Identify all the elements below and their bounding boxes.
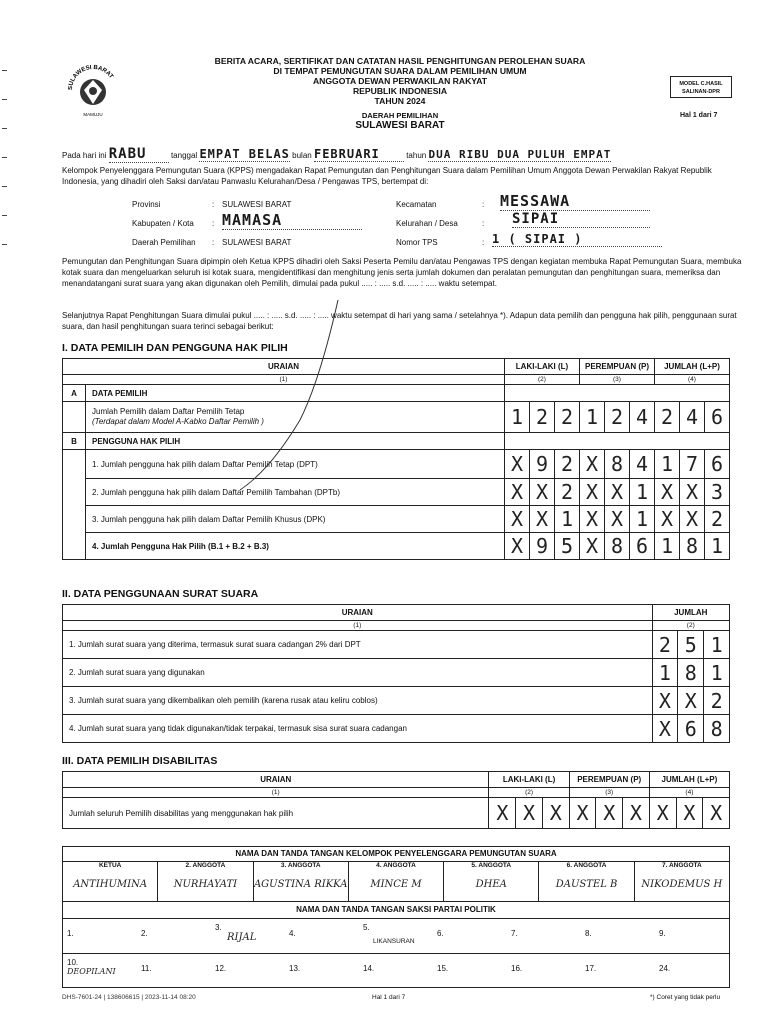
digit-cell: X [678,687,704,715]
logo-text-top: SULAWESI BARAT [67,64,114,91]
tanggal-label: tanggal [170,151,198,160]
saksi-slot: 9. [659,929,666,938]
s3-col-uraian: URAIAN [63,772,489,788]
digit-cell: 2 [555,479,580,506]
digit-cell: 1 [652,659,678,687]
saksi-slot: 16. [511,964,523,973]
tahun-value: DUA RIBU DUA PULUH EMPAT [428,148,612,161]
s2-colnum: (1) [63,621,653,631]
kpps-signature-name: ANTIHUMINA [73,879,148,890]
section3-table [62,771,730,829]
digit-cell: 2 [655,402,680,433]
kabupaten-value: MAMASA [222,211,362,230]
digit-cell: 6 [705,450,730,479]
s1-colnum: (1) [63,375,505,385]
table-row [63,715,730,743]
table-row [63,631,730,659]
kpps-title: NAMA DAN TANDA TANGAN KELOMPOK PENYELENGGARA PEMUNGUTAN SUARA [63,847,729,862]
footer-note: *) Coret yang tidak perlu [650,994,721,1001]
tps-label: Nomor TPS [396,238,438,247]
title-line: DI TEMPAT PEMUNGUTAN SUARA DALAM PEMILIHAN UMUM [273,66,527,76]
b-row-label: 1. Jumlah pengguna hak pilih dalam Daftar Pemilih Tetap (DPT) [86,450,505,479]
digit-cell: 8 [605,450,630,479]
digit-cell: 8 [605,533,630,560]
digit-cell: 9 [530,450,555,479]
digit-cell: 2 [705,506,730,533]
saksi-signature-block [62,902,730,988]
kpps-role: 2. ANGGOTA [185,862,226,869]
digit-cell: X [580,479,605,506]
daerah-label: DAERAH PEMILIHAN [361,111,439,120]
saksi-number: 3. [215,923,222,932]
digit-cell: X [530,479,555,506]
kpps-signature-name: DHEA [475,879,507,890]
saksi-title: NAMA DAN TANDA TANGAN SAKSI PARTAI POLITIK [63,902,729,919]
digit-cell: X [703,798,730,829]
s1-colnum: (4) [655,375,730,385]
digit-cell: 1 [704,659,730,687]
digit-cell: 5 [555,533,580,560]
body-paragraph-1: Pemungutan dan Penghitungan Suara dipimpin oleh Ketua KPPS dihadiri oleh Saksi Peserta Pemilu dan/atau Pengawas TPS dengan kegiatan membuka Rapat Pemungutan Suara, membuka kotak suara dan mengeluarkan seluruh isi kotak suara, mengidentifikasi dan menghitung jenis serta jumlah dokumen dan peralatan pemungutan dan penghitungan suara, memeriksa dan menandatangani surat suara yang akan digunakan oleh Pemilih, dimulai pada pukul ..... : ..... s.d. ..... : ..... waktu setempat. [62,257,742,288]
section-b-title: PENGGUNA HAK PILIH [86,433,505,450]
kpps-signature-name: MINCE M [370,879,422,890]
saksi-signature-name: DEOPILANI [67,967,116,976]
kpps-member [539,862,634,902]
digit-cell: 2 [555,402,580,433]
digit-cell: X [569,798,596,829]
digit-cell: X [649,798,676,829]
s3-colnum: (1) [63,788,489,798]
digit-cell: 2 [605,402,630,433]
digit-cell: X [580,450,605,479]
digit-cell: 8 [678,659,704,687]
digit-cell: 4 [630,402,655,433]
digit-cell: 2 [530,402,555,433]
digit-cell: 9 [530,533,555,560]
s3-colnum: (2) [489,788,569,798]
saksi-slot: 12. [215,964,227,973]
s1-col-jumlah: JUMLAH (L+P) [655,359,730,375]
saksi-slot [211,919,285,953]
kecamatan-label: Kecamatan [396,200,437,209]
kpps-member [349,862,444,902]
title-line: BERITA ACARA, SERTIFIKAT DAN CATATAN HASIL PENGHITUNGAN PEROLEHAN SUARA [214,56,586,66]
digit-cell: 1 [555,506,580,533]
dapil-value: SULAWESI BARAT [222,238,292,247]
digit-cell: X [580,506,605,533]
digit-cell: 1 [705,533,730,560]
section-a-letter: A [63,385,86,402]
digit-cell: X [516,798,543,829]
digit-cell: 1 [630,479,655,506]
saksi-slot [63,954,137,988]
kpps-role: KETUA [98,862,122,869]
logo-text-bottom: MAMUJU [83,112,103,117]
kelurahan-label: Kelurahan / Desa [396,219,458,228]
s1-colnum: (3) [580,375,655,385]
model-box-line2: SALINAN-DPR [682,89,720,95]
saksi-slot: 14. [363,964,375,973]
s2-colnum: (2) [652,621,729,631]
digit-cell: X [530,506,555,533]
saksi-slot: 1. [67,929,74,938]
digit-cell: 3 [705,479,730,506]
digit-cell: 1 [580,402,605,433]
digit-cell: X [596,798,623,829]
table-row [63,798,730,829]
digit-cell: X [505,479,530,506]
digit-cell: 2 [652,631,678,659]
footer-page: Hal 1 dari 7 [372,994,406,1001]
digit-cell: 4 [680,402,705,433]
s3-col-laki: LAKI-LAKI (L) [489,772,569,788]
saksi-slot: 4. [289,929,296,938]
section2-table [62,604,730,743]
bulan-value: FEBRUARI [314,147,404,162]
digit-cell: 7 [680,450,705,479]
title-line: TAHUN 2024 [374,96,426,106]
saksi-slot: 13. [289,964,301,973]
digit-cell: X [505,533,530,560]
a-row-note: (Terdapat dalam Model A-Kabko Daftar Pemilih ) [92,417,264,426]
b-row-label: 2. Jumlah pengguna hak pilih dalam Daftar Pemilih Tambahan (DPTb) [86,479,505,506]
kpps-role: 4. ANGGOTA [376,862,416,869]
digit-cell: 4 [630,450,655,479]
s3-row-label: Jumlah seluruh Pemilih disabilitas yang menggunakan hak pilih [63,798,489,829]
intro-paragraph: Kelompok Penyelenggara Pemungutan Suara (KPPS) mengadakan Rapat Pemungutan dan Penghitungan Suara dalam Pemilihan Umum Anggota Dewan Perwakilan Rakyat Republik Indonesia, yang dihadiri oleh Saksi dan/atau Panwaslu Kelurahan/Desa / Pengawas TPS, bertempat di: [62,166,712,186]
digit-cell: 1 [655,450,680,479]
digit-cell: 1 [655,533,680,560]
s2-col-jumlah: JUMLAH [652,605,729,621]
digit-cell: X [489,798,516,829]
digit-cell: X [623,798,650,829]
saksi-slot: 17. [585,964,597,973]
kpps-signature-block [62,846,730,902]
kabupaten-label: Kabupaten / Kota [132,219,194,228]
s1-col-uraian: URAIAN [63,359,505,375]
provinsi-value: SULAWESI BARAT [222,200,292,209]
provinsi-label: Provinsi [132,200,161,209]
s2-col-uraian: URAIAN [63,605,653,621]
daerah-value: SULAWESI BARAT [355,120,445,131]
tahun-label: tahun [406,151,427,160]
kpps-member [158,862,253,902]
kpps-member [635,862,729,902]
section1-title: I. DATA PEMILIH DAN PENGGUNA HAK PILIH [62,342,288,354]
saksi-slot: 7. [511,929,518,938]
b-row-label: 4. Jumlah Pengguna Hak Pilih (B.1 + B.2 + B.3) [86,533,505,560]
title-line: ANGGOTA DEWAN PERWAKILAN RAKYAT [312,76,488,86]
section2-title: II. DATA PENGGUNAAN SURAT SUARA [62,588,259,600]
s3-col-perempuan: PEREMPUAN (P) [569,772,649,788]
digit-cell: 6 [705,402,730,433]
dapil-label: Daerah Pemilihan [132,238,196,247]
saksi-number: 5. [363,923,370,932]
page-number-top: Hal 1 dari 7 [680,112,718,119]
saksi-slot: 2. [141,929,148,938]
digit-cell: X [676,798,703,829]
bulan-label: bulan [292,151,312,160]
s2-row-label: 1. Jumlah surat suara yang diterima, termasuk surat suara cadangan 2% dari DPT [63,631,653,659]
saksi-slot: 15. [437,964,449,973]
kpps-role: 3. ANGGOTA [280,862,321,869]
section-a-title: DATA PEMILIH [86,385,505,402]
saksi-slot: 6. [437,929,444,938]
kpps-signature-name: AGUSTINA RIKKA [253,879,348,890]
s3-colnum: (4) [649,788,729,798]
table-row [63,687,730,715]
kpps-member [254,862,349,902]
model-box-line1: MODEL C.HASIL [679,81,723,87]
digit-cell: X [652,687,678,715]
digit-cell: 6 [630,533,655,560]
tanggal-value: EMPAT BELAS [199,147,290,161]
digit-cell: X [655,479,680,506]
digit-cell: 2 [555,450,580,479]
digit-cell: X [655,506,680,533]
kpps-member [63,862,158,902]
kpps-role: 7. ANGGOTA [661,862,702,869]
saksi-slot: 24. [659,964,671,973]
body-paragraph-2: Selanjutnya Rapat Penghitungan Suara dimulai pukul ..... : ..... s.d. ..... : ..... waktu setempat di hari yang sama / setelahnya *). Adapun data pemilih dan pengguna hak pilih, penggunaan surat suara, dan hasil penghitungan suara terinci sebagai berikut: [62,311,737,331]
saksi-signature-name: LIKANSURAN [373,938,415,945]
a-row-label: Jumlah Pemilih dalam Daftar Pemilih Tetap [92,407,245,416]
digit-cell: X [505,506,530,533]
tps-value: 1 ( SIPAI ) [492,232,662,247]
digit-cell: X [605,506,630,533]
kpps-role: 6. ANGGOTA [566,862,607,869]
kpps-signature-name: NURHAYATI [173,879,238,890]
s1-col-perempuan: PEREMPUAN (P) [580,359,655,375]
digit-cell: X [652,715,678,743]
digit-cell: X [605,479,630,506]
section3-title: III. DATA PEMILIH DISABILITAS [62,755,218,767]
table-row [63,659,730,687]
digit-cell: 5 [678,631,704,659]
s2-row-label: 3. Jumlah surat suara yang dikembalikan oleh pemilih (karena rusak atau keliru coblos) [63,687,653,715]
saksi-slot: 11. [141,964,152,973]
s2-row-label: 2. Jumlah surat suara yang digunakan [63,659,653,687]
s1-col-laki: LAKI-LAKI (L) [505,359,580,375]
digit-cell: 6 [678,715,704,743]
hari-value: RABU [109,146,169,163]
saksi-slot [359,919,433,953]
section-b-letter: B [63,433,86,450]
digit-cell: X [542,798,569,829]
digit-cell: 8 [704,715,730,743]
footer-code: DHS-7601-24 | 138606615 | 2023-11-14 08:20 [62,994,196,1001]
saksi-number: 10. [67,958,79,967]
digit-cell: X [580,533,605,560]
s3-col-jumlah: JUMLAH (L+P) [649,772,729,788]
digit-cell: 1 [704,631,730,659]
digit-cell: X [680,479,705,506]
digit-cell: 2 [704,687,730,715]
digit-cell: X [680,506,705,533]
pada-hari-label: Pada hari ini [62,151,107,160]
s2-row-label: 4. Jumlah surat suara yang tidak digunakan/tidak terpakai, termasuk sisa surat suara cadangan [63,715,653,743]
kelurahan-value: SIPAI [512,211,650,228]
kpps-role: 5. ANGGOTA [471,862,512,869]
s3-colnum: (3) [569,788,649,798]
digit-cell: 1 [630,506,655,533]
s1-colnum: (2) [505,375,580,385]
saksi-slot: 8. [585,929,592,938]
kpps-signature-name: NIKODEMUS H [641,879,723,890]
title-line: REPUBLIK INDONESIA [352,86,448,96]
kpps-signature-name: DAUSTEL B [555,879,618,890]
digit-cell: 1 [505,402,530,433]
saksi-signature-name: RIJAL [227,932,257,943]
digit-cell: 8 [680,533,705,560]
location-block: Provinsi : SULAWESI BARAT Kabupaten / Kota : MAMASA Daerah Pemilihan : SULAWESI BARAT Kecamatan : MESSAWA Kelurahan / Desa : SIPAI Nomor TPS : 1 ( SIPAI ) [132,192,732,252]
b-row-label: 3. Jumlah pengguna hak pilih dalam Daftar Pemilih Khusus (DPK) [86,506,505,533]
kecamatan-value: MESSAWA [500,192,650,211]
digit-cell: X [505,450,530,479]
kpps-member [444,862,539,902]
